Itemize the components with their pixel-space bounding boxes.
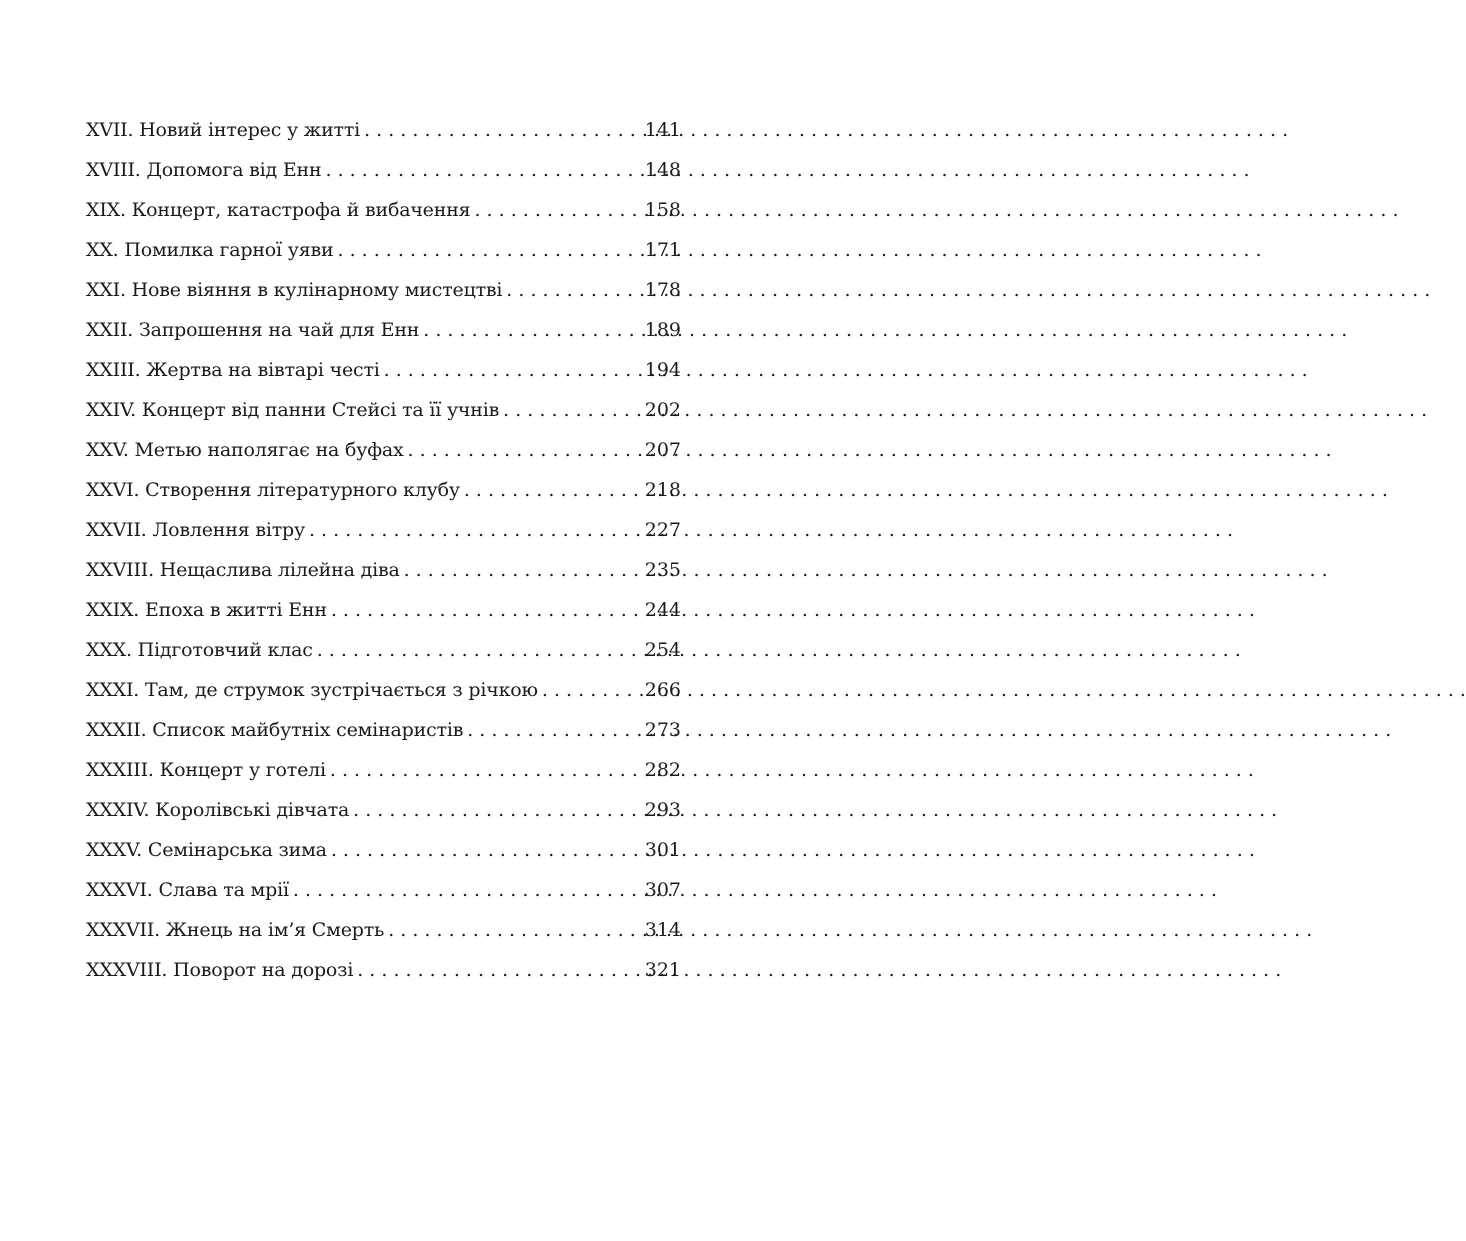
toc-entry-title: XVIII. Допомога від Енн xyxy=(86,159,322,181)
toc-dot-leader xyxy=(464,470,641,510)
toc-entry-page: 202 xyxy=(644,399,681,421)
toc-entry-title: XXXV. Семінарська зима xyxy=(86,839,327,861)
toc-entry-title: XXXIII. Концерт у готелі xyxy=(86,759,326,781)
toc-entry-page: 273 xyxy=(644,719,681,741)
toc-entry xyxy=(86,750,681,790)
toc-entry xyxy=(86,110,681,150)
toc-entry-page: 266 xyxy=(644,679,681,701)
toc-entry-page: 301 xyxy=(644,839,681,861)
toc-entry-page: 158 xyxy=(644,199,681,221)
toc-dot-leader xyxy=(357,950,641,990)
toc-dot-leader xyxy=(309,510,641,550)
toc-entry xyxy=(86,550,681,590)
toc-entry-page: 148 xyxy=(644,159,681,181)
toc-dot-leader xyxy=(404,550,641,590)
toc-entry xyxy=(86,790,681,830)
toc-entry xyxy=(86,270,681,310)
toc-entry-page: 218 xyxy=(644,479,681,501)
toc-entry-page: 171 xyxy=(644,239,681,261)
toc-entry-title: XXX. Підготовчий клас xyxy=(86,639,313,661)
toc-entry xyxy=(86,390,681,430)
toc-dot-leader xyxy=(331,830,641,870)
toc-dot-leader xyxy=(364,110,641,150)
toc-entry-title: XXV. Метью наполягає на буфах xyxy=(86,439,404,461)
toc-entry-page: 307 xyxy=(644,879,681,901)
toc-entry-page: 235 xyxy=(644,559,681,581)
toc-entry xyxy=(86,870,681,910)
toc-entry-title: XXXI. Там, де струмок зустрічається з річкою xyxy=(86,679,538,701)
toc-entry-page: 244 xyxy=(644,599,681,621)
toc-entry xyxy=(86,190,681,230)
toc-entry-title: XXXIV. Королівські дівчата xyxy=(86,799,350,821)
toc-entry-title: XXIV. Концерт від панни Стейсі та її учнів xyxy=(86,399,500,421)
toc-dot-leader xyxy=(317,630,641,670)
toc-entry xyxy=(86,470,681,510)
toc-entry-page: 194 xyxy=(644,359,681,381)
toc-dot-leader xyxy=(423,310,640,350)
toc-entry xyxy=(86,830,681,870)
toc-entry-title: XX. Помилка гарної уяви xyxy=(86,239,334,261)
toc-dot-leader xyxy=(330,750,641,790)
toc-entry-page: 314 xyxy=(644,919,681,941)
toc-entry-page: 321 xyxy=(644,959,681,981)
table-of-contents xyxy=(86,110,681,990)
toc-entry-page: 227 xyxy=(644,519,681,541)
toc-dot-leader xyxy=(503,390,641,430)
toc-entry xyxy=(86,950,681,990)
toc-dot-leader xyxy=(384,350,641,390)
toc-entry-title: XXXII. Список майбутніх семінаристів xyxy=(86,719,464,741)
toc-dot-leader xyxy=(325,150,640,190)
toc-dot-leader xyxy=(474,190,640,230)
toc-dot-leader xyxy=(506,270,640,310)
toc-dot-leader xyxy=(467,710,641,750)
toc-entry-title: XXII. Запрошення на чай для Енн xyxy=(86,319,420,341)
toc-entry-title: XXIX. Епоха в житті Енн xyxy=(86,599,327,621)
toc-entry-page: 189 xyxy=(644,319,681,341)
toc-entry-title: XIX. Концерт, катастрофа й вибачення xyxy=(86,199,471,221)
toc-dot-leader xyxy=(388,910,641,950)
toc-entry xyxy=(86,910,681,950)
toc-entry xyxy=(86,150,681,190)
toc-entry-title: XXXVII. Жнець на ім’я Смерть xyxy=(86,919,385,941)
toc-dot-leader xyxy=(331,590,641,630)
toc-entry xyxy=(86,350,681,390)
toc-dot-leader xyxy=(293,870,641,910)
toc-dot-leader xyxy=(353,790,641,830)
toc-dot-leader xyxy=(542,670,641,710)
toc-entry xyxy=(86,310,681,350)
toc-entry-page: 254 xyxy=(644,639,681,661)
toc-entry-page: 282 xyxy=(644,759,681,781)
toc-entry-title: XXVII. Ловлення вітру xyxy=(86,519,305,541)
toc-entry xyxy=(86,430,681,470)
toc-entry xyxy=(86,510,681,550)
toc-entry-title: XXVIII. Нещаслива лілейна діва xyxy=(86,559,400,581)
toc-entry xyxy=(86,590,681,630)
toc-entry-page: 178 xyxy=(644,279,681,301)
toc-entry-page: 141 xyxy=(644,119,681,141)
toc-entry-title: XXVI. Створення літературного клубу xyxy=(86,479,460,501)
toc-dot-leader xyxy=(408,430,641,470)
toc-entry-title: XXXVIII. Поворот на дорозі xyxy=(86,959,354,981)
toc-entry-title: XXXVI. Слава та мрії xyxy=(86,879,289,901)
toc-entry-page: 293 xyxy=(644,799,681,821)
toc-dot-leader xyxy=(337,230,640,270)
toc-entry xyxy=(86,230,681,270)
toc-entry xyxy=(86,670,681,710)
toc-entry-title: XVII. Новий інтерес у житті xyxy=(86,119,361,141)
toc-entry xyxy=(86,710,681,750)
toc-entry-title: XXI. Нове віяння в кулінарному мистецтві xyxy=(86,279,503,301)
toc-entry-title: XXIII. Жертва на вівтарі честі xyxy=(86,359,380,381)
toc-entry-page: 207 xyxy=(644,439,681,461)
toc-entry xyxy=(86,630,681,670)
